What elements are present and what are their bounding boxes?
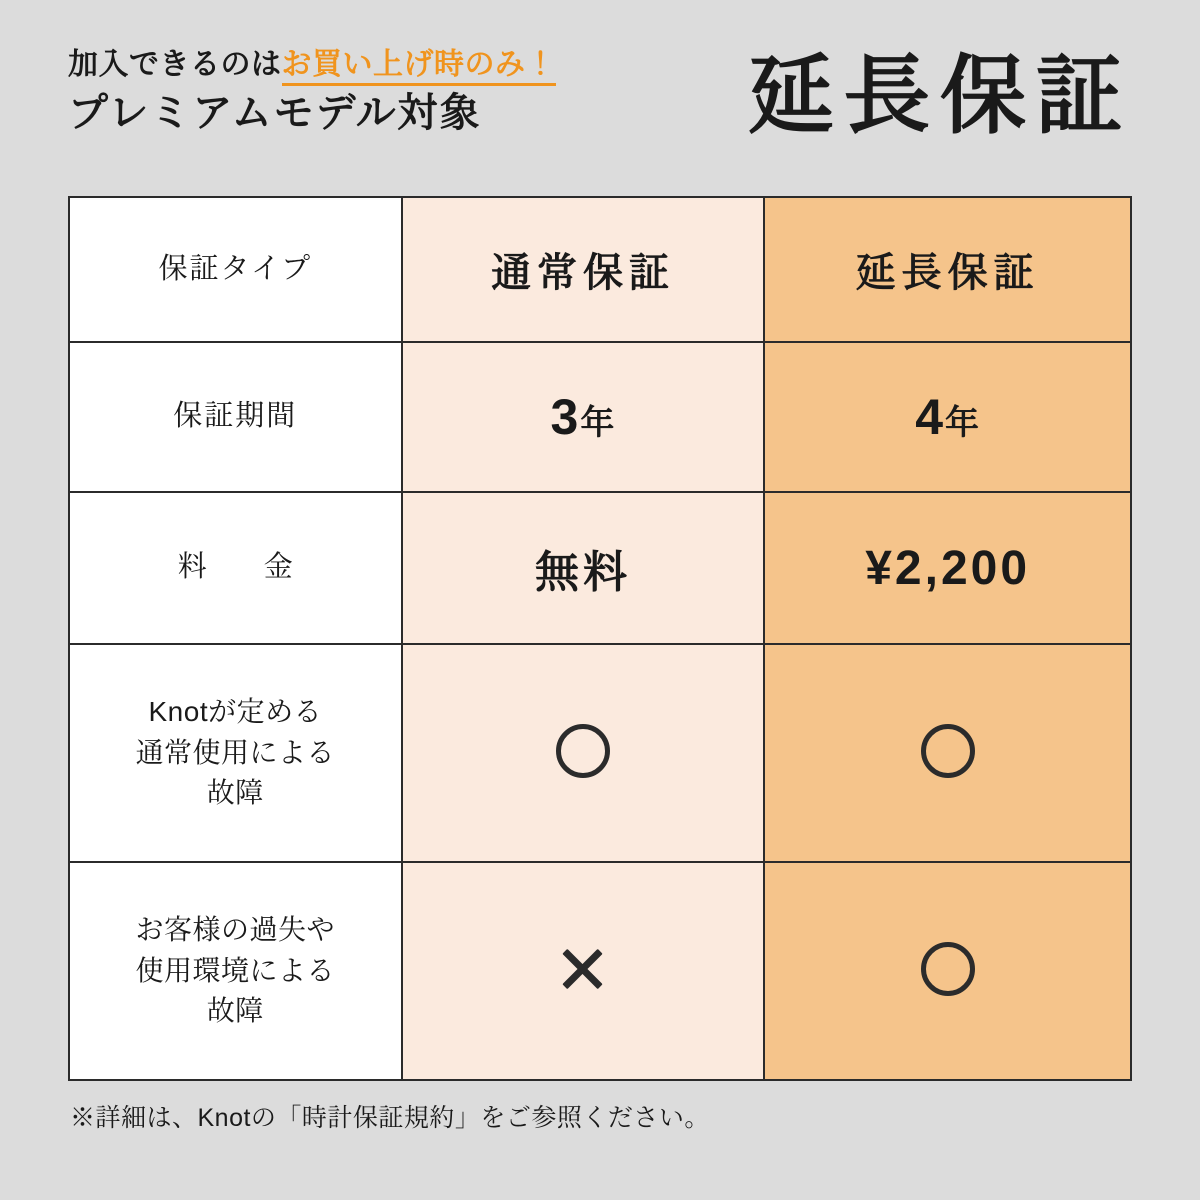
row-label-customer-fault-failure [69, 862, 402, 1080]
table-row [69, 862, 1131, 1080]
row-label-line: 故障 [206, 995, 264, 1027]
row-label-line: Knotが定める [148, 696, 323, 728]
comparison-table [68, 196, 1132, 1081]
column-header-normal [402, 197, 765, 342]
fee-normal-value: 無料 [534, 548, 631, 597]
cell-normal-use-failure-normal [402, 644, 765, 862]
cell-period-normal [402, 342, 765, 492]
row-label-warranty-type: 保証タイプ [69, 197, 402, 342]
cell-fee-normal [402, 492, 765, 644]
row-label-warranty-period: 保証期間 [69, 342, 402, 492]
row-label-line: 使用環境による [135, 954, 336, 986]
circle-mark-icon [921, 724, 975, 778]
period-normal-unit: 年 [580, 404, 616, 442]
header-line-1-highlight: お買い上げ時のみ！ [282, 48, 557, 86]
table-row [69, 644, 1131, 862]
period-extended-value: 4 [915, 389, 946, 445]
cell-customer-fault-normal [402, 862, 765, 1080]
row-label-fee [69, 492, 402, 644]
table-row [69, 492, 1131, 644]
page-title: 延長保証 [748, 48, 1132, 144]
header-line-1-prefix: 加入できるのは [68, 48, 282, 81]
header-line-2: プレミアムモデル対象 [68, 91, 482, 135]
row-label-line: お客様の過失や [135, 914, 336, 946]
cell-period-extended [764, 342, 1131, 492]
table-row [69, 342, 1131, 492]
circle-mark-icon [556, 724, 610, 778]
cell-normal-use-failure-extended [764, 644, 1131, 862]
fee-extended-value: ¥2,200 [865, 541, 1031, 595]
period-extended-unit: 年 [945, 404, 981, 442]
column-header-normal-label: 通常保証 [490, 251, 675, 295]
cell-fee-extended [764, 492, 1131, 644]
header-line-1 [68, 48, 556, 81]
circle-mark-icon [921, 942, 975, 996]
column-header-extended [764, 197, 1131, 342]
header-subtitles [68, 48, 556, 141]
comparison-table-wrapper [68, 196, 1132, 1081]
table-row [69, 197, 1131, 342]
row-label-line: 故障 [206, 777, 264, 809]
cross-mark-icon [558, 944, 608, 994]
period-normal-value: 3 [550, 389, 581, 445]
page-header [68, 48, 1132, 144]
cell-customer-fault-extended [764, 862, 1131, 1080]
row-label-normal-use-failure [69, 644, 402, 862]
footnote: ※詳細は、Knotの「時計保証規約」をご参照ください。 [70, 1104, 710, 1132]
row-label-line: 通常使用による [135, 736, 336, 768]
row-label-fee-text: 料 金 [177, 551, 307, 584]
column-header-extended-label: 延長保証 [855, 251, 1040, 295]
